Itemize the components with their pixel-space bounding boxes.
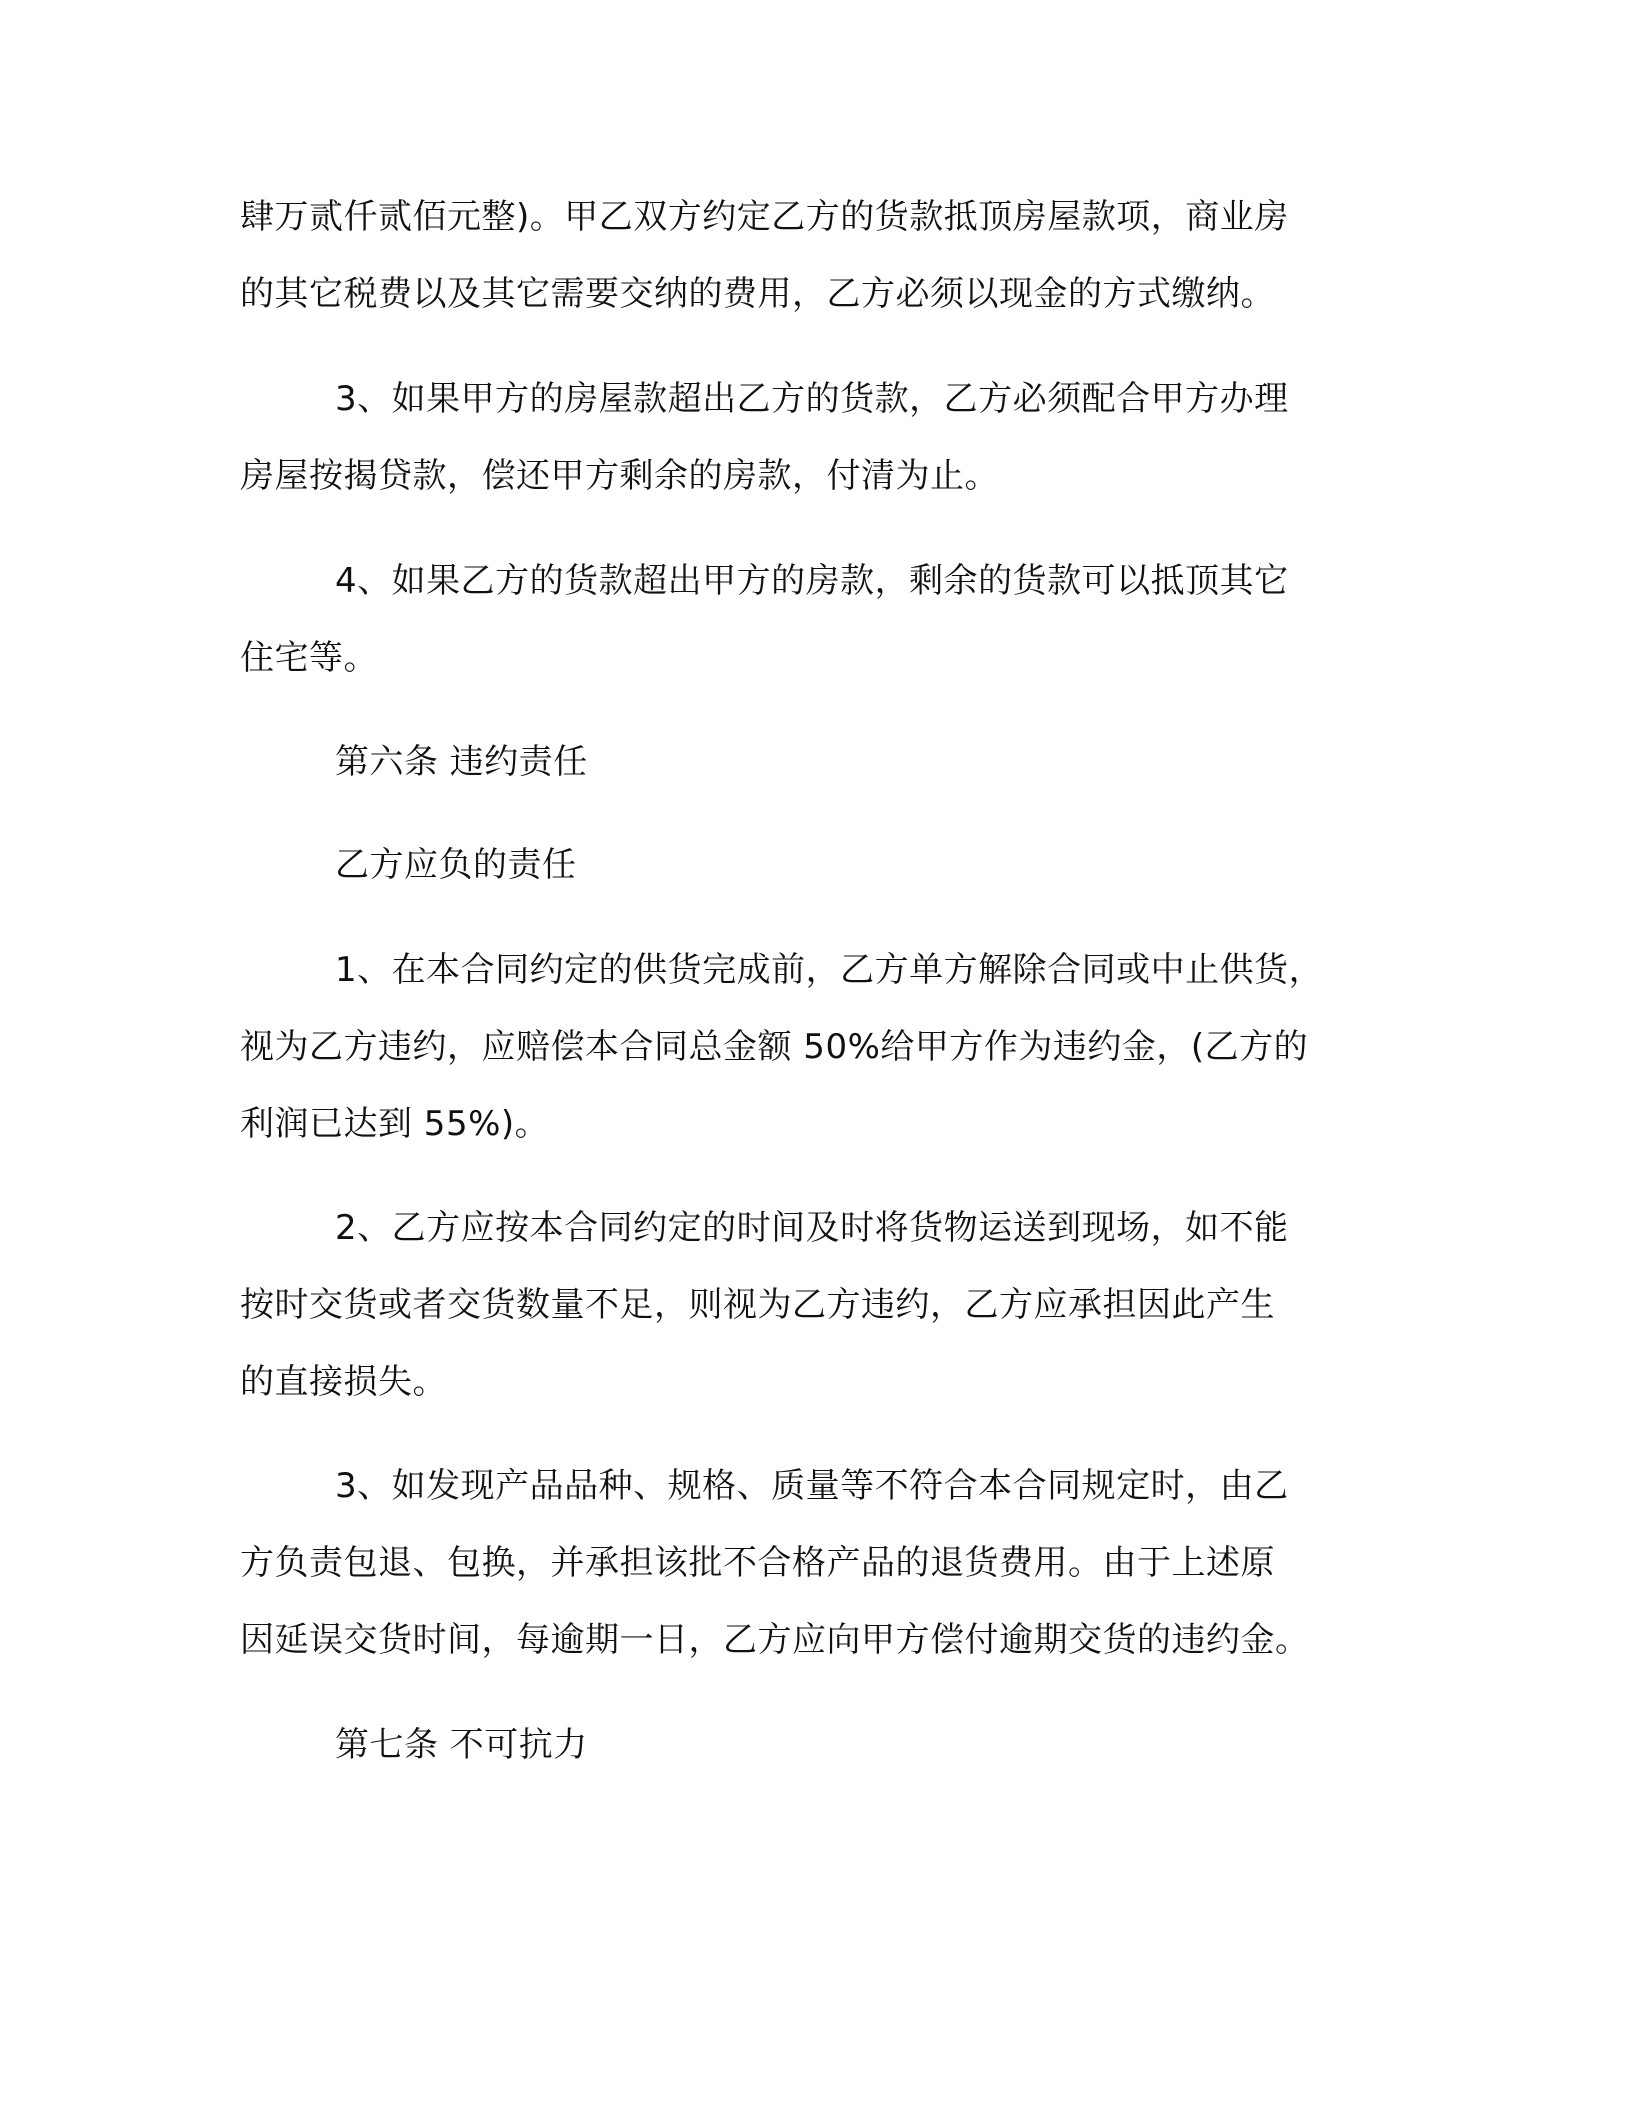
clause-2-line: 2、乙方应按本合同约定的时间及时将货物运送到现场，如不能 xyxy=(335,1208,1289,1248)
paragraph-line: 方负责包退、包换，并承担该批不合格产品的退货费用。由于上述原 xyxy=(240,1543,1275,1583)
paragraph-line: 的直接损失。 xyxy=(240,1362,447,1402)
subheading: 乙方应负的责任 xyxy=(335,845,577,885)
paragraph-line: 的其它税费以及其它需要交纳的费用，乙方必须以现金的方式缴纳。 xyxy=(240,274,1275,314)
paragraph-line: 视为乙方违约，应赔偿本合同总金额 50%给甲方作为违约金，(乙方的 xyxy=(240,1027,1309,1067)
paragraph-line: 肆万贰仟贰佰元整)。甲乙双方约定乙方的货款抵顶房屋款项，商业房 xyxy=(240,197,1289,237)
article-6-heading: 第六条 违约责任 xyxy=(335,742,588,782)
clause-3b-line: 3、如发现产品品种、规格、质量等不符合本合同规定时，由乙 xyxy=(335,1466,1289,1506)
article-7-heading: 第七条 不可抗力 xyxy=(335,1725,588,1765)
paragraph-line: 住宅等。 xyxy=(240,638,378,678)
paragraph-line: 利润已达到 55%)。 xyxy=(240,1104,550,1144)
paragraph-line: 按时交货或者交货数量不足，则视为乙方违约，乙方应承担因此产生 xyxy=(240,1285,1275,1325)
paragraph-line: 房屋按揭贷款，偿还甲方剩余的房款，付清为止。 xyxy=(240,456,999,496)
paragraph-line: 因延误交货时间，每逾期一日，乙方应向甲方偿付逾期交货的违约金。 xyxy=(240,1620,1310,1660)
clause-4-line: 4、如果乙方的货款超出甲方的房款，剩余的货款可以抵顶其它 xyxy=(335,561,1289,601)
clause-3-line: 3、如果甲方的房屋款超出乙方的货款，乙方必须配合甲方办理 xyxy=(335,379,1289,419)
clause-1-line: 1、在本合同约定的供货完成前，乙方单方解除合同或中止供货， xyxy=(335,950,1324,990)
